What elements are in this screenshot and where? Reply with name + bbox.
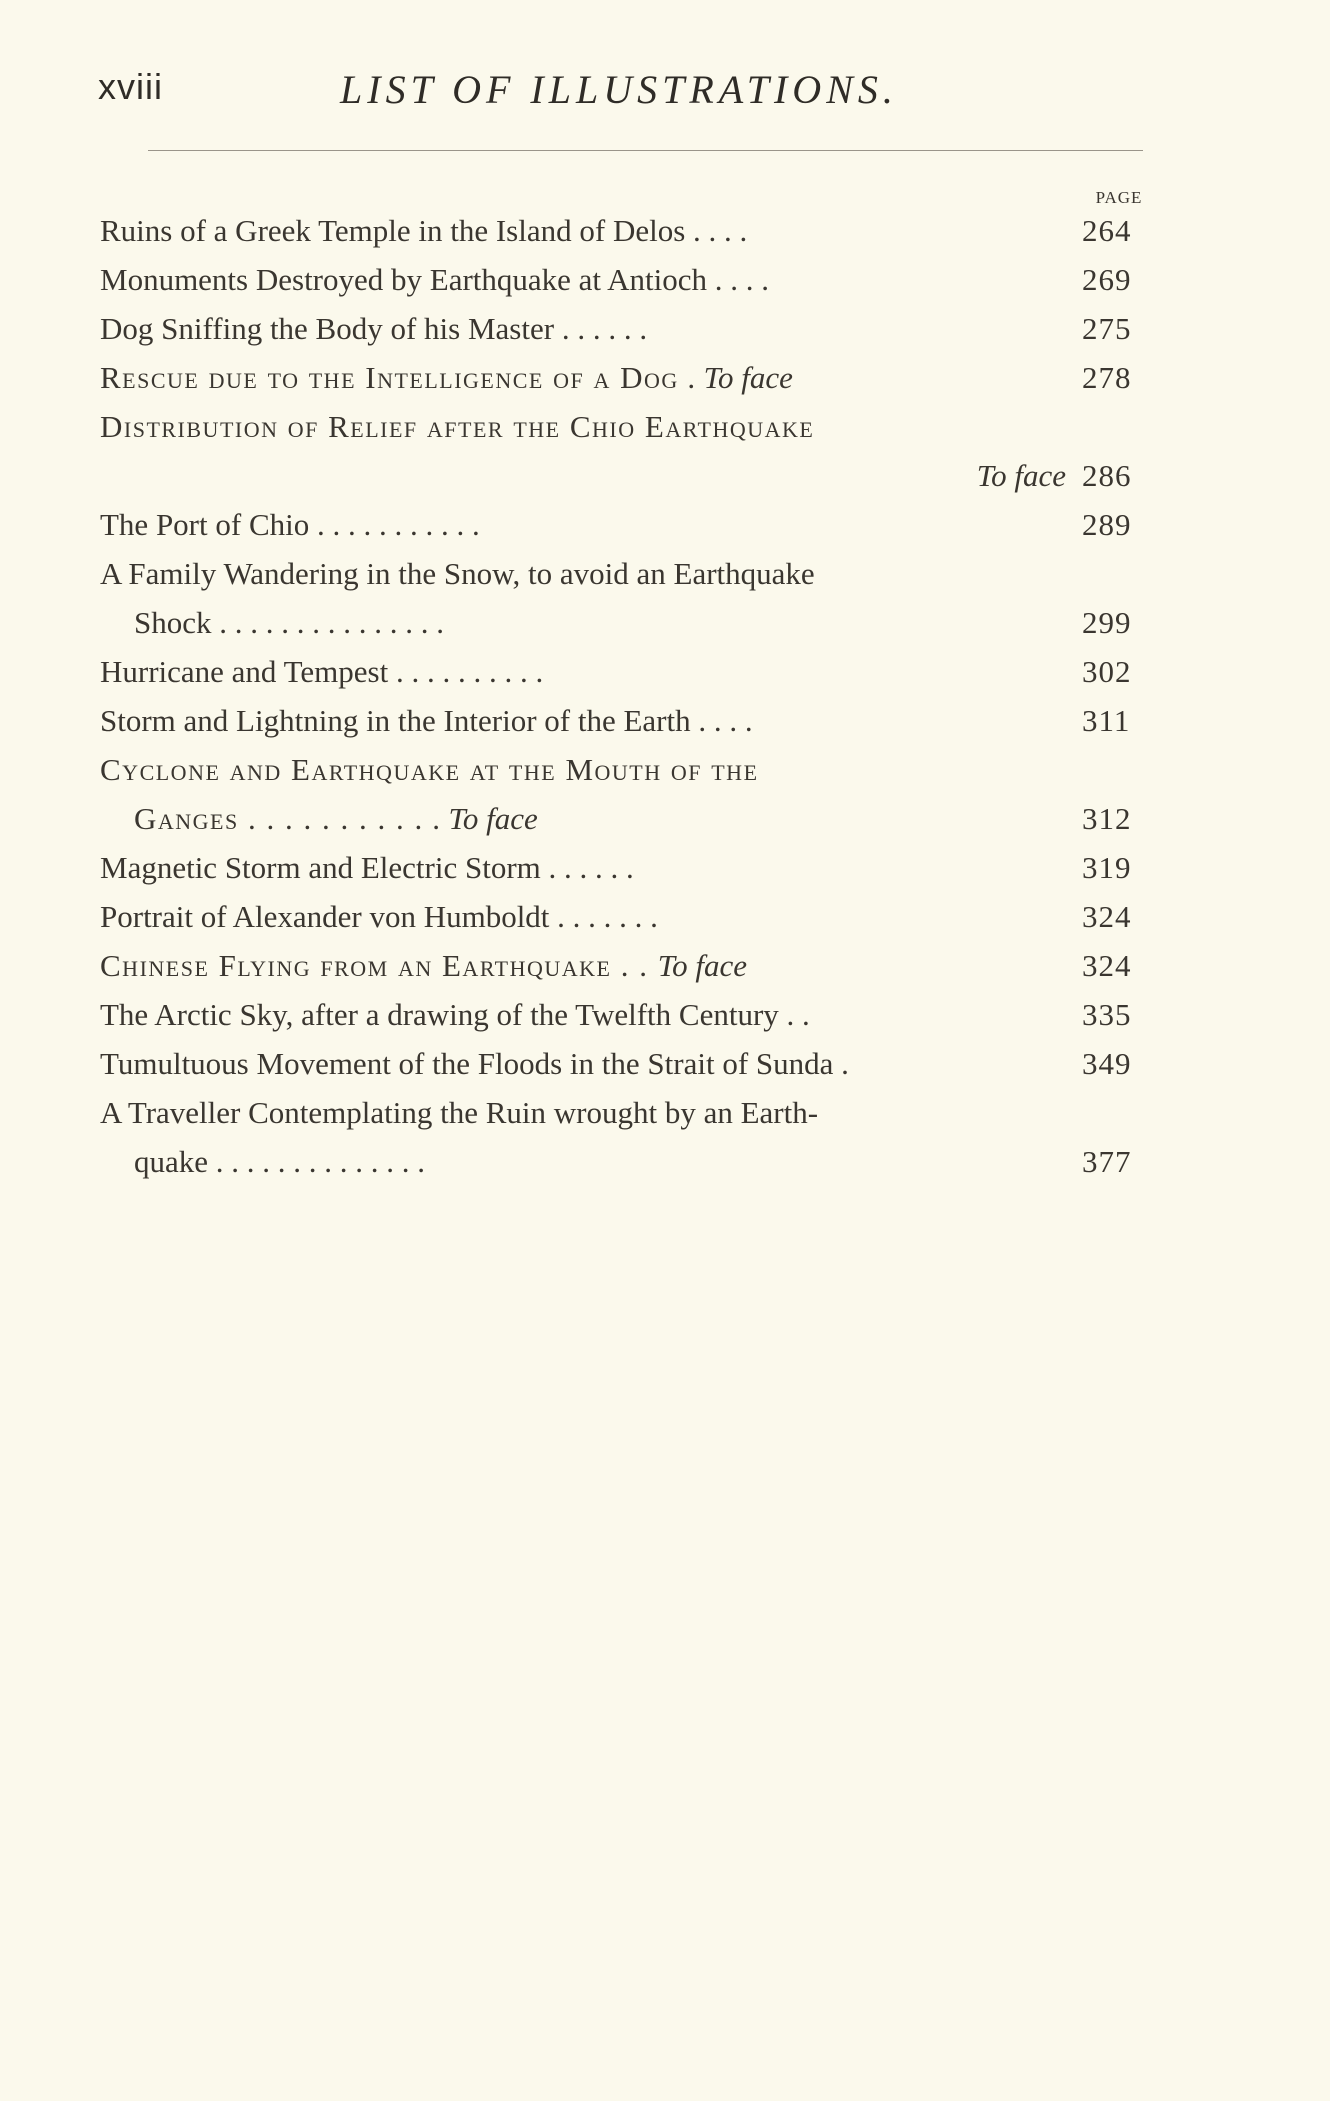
list-item (100, 206, 1160, 255)
list-item (100, 1088, 1160, 1186)
to-face-label: To face (657, 948, 748, 983)
entry-page: 278 (1082, 360, 1132, 395)
list-item (100, 941, 1160, 990)
entry-title: Rescue due to the Intelligence of a Dog . To face (100, 360, 793, 395)
entry-title: Distribution of Relief after the Chio Earthquake (100, 409, 815, 444)
list-item (100, 647, 1160, 696)
entry-page: 324 (1082, 899, 1132, 934)
entry-page: 349 (1082, 1046, 1132, 1081)
page-folio: xviii (98, 66, 163, 107)
list-item (100, 353, 1160, 402)
to-face-label: To face (976, 458, 1066, 493)
list-item (100, 1039, 1160, 1088)
entry-page: 286 (1082, 458, 1132, 493)
entry-title: Storm and Lightning in the Interior of the Earth . . . . (100, 703, 753, 738)
to-face-label: . To face (432, 801, 538, 836)
entry-title: Dog Sniffing the Body of his Master . . . . . . (100, 311, 648, 346)
entry-title: The Port of Chio . . . . . . . . . . . (100, 507, 480, 542)
entry-page: 264 (1082, 213, 1132, 248)
list-item (100, 255, 1160, 304)
list-item (100, 549, 1160, 647)
header-rule (148, 150, 1143, 151)
entry-title: Chinese Flying from an Earthquake . . To face (100, 948, 748, 983)
list-item (100, 745, 1160, 843)
entry-page: 289 (1082, 507, 1132, 542)
list-item (100, 990, 1160, 1039)
entry-page: 312 (1082, 801, 1132, 836)
list-item (100, 892, 1160, 941)
entry-title-continued: Ganges . . . . . . . . . . . To face (134, 801, 538, 836)
entry-page: 269 (1082, 262, 1132, 297)
entry-page: 319 (1082, 850, 1132, 885)
list-item (100, 402, 1160, 500)
entry-title: A Family Wandering in the Snow, to avoid an Earthquake (100, 556, 815, 591)
entry-title: Ruins of a Greek Temple in the Island of Delos . . . . (100, 213, 748, 248)
entry-title: The Arctic Sky, after a drawing of the Twelfth Century . . (100, 997, 810, 1032)
page-column-heading: PAGE (1095, 188, 1143, 207)
to-face-label: . To face (688, 360, 793, 395)
entry-page: 299 (1082, 605, 1132, 640)
entry-page: 275 (1082, 311, 1132, 346)
entry-title: Tumultuous Movement of the Floods in the Strait of Sunda . (100, 1046, 849, 1081)
entry-title-continued: Shock . . . . . . . . . . . . . . . (134, 605, 444, 640)
entry-title: Magnetic Storm and Electric Storm . . . . . . (100, 850, 634, 885)
list-item (100, 500, 1160, 549)
entry-page: 324 (1082, 948, 1132, 983)
entry-title: Monuments Destroyed by Earthquake at Antioch . . . . (100, 262, 769, 297)
list-item (100, 843, 1160, 892)
entry-title-continued: quake . . . . . . . . . . . . . . (134, 1144, 426, 1179)
entry-title: Hurricane and Tempest . . . . . . . . . . (100, 654, 544, 689)
entry-title: Cyclone and Earthquake at the Mouth of the (100, 752, 759, 787)
entry-title: Portrait of Alexander von Humboldt . . . . . . . (100, 899, 658, 934)
page-header (0, 66, 1330, 126)
list-item (100, 304, 1160, 353)
entry-title: A Traveller Contemplating the Ruin wrought by an Earth- (100, 1095, 819, 1130)
entry-page: 302 (1082, 654, 1132, 689)
entry-page: 377 (1082, 1144, 1132, 1179)
entry-page: 311 (1082, 703, 1131, 738)
list-item (100, 696, 1160, 745)
illustration-list (100, 206, 1160, 1186)
running-title: LIST OF ILLUSTRATIONS. (340, 67, 898, 112)
entry-page: 335 (1082, 997, 1132, 1032)
